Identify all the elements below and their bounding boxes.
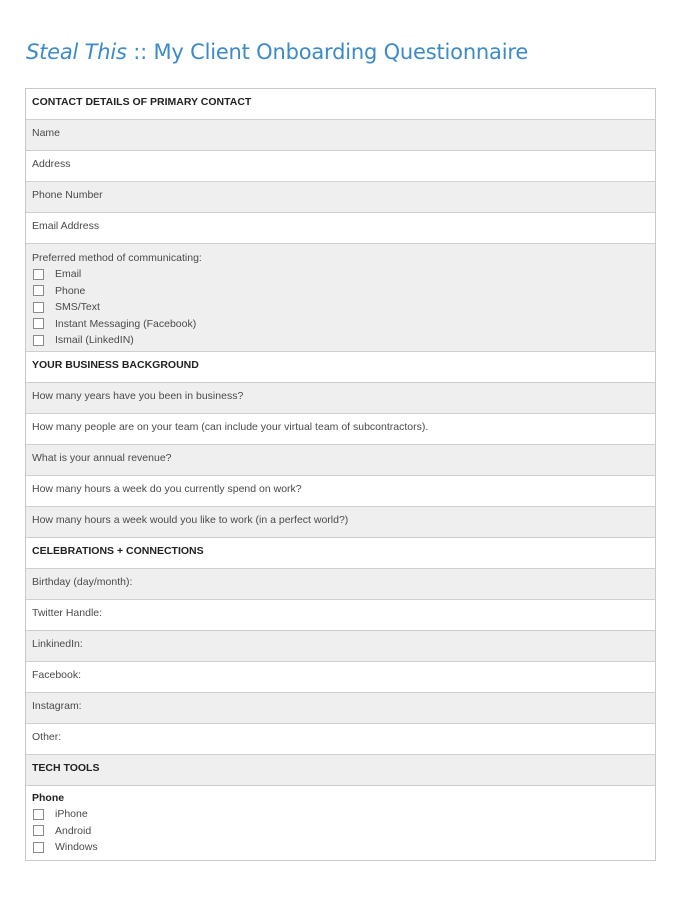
field-instagram[interactable]: Instagram: — [26, 693, 655, 724]
field-other[interactable]: Other: — [26, 724, 655, 755]
option-label: Ismail (LinkedIN) — [55, 334, 134, 347]
checkbox-icon[interactable] — [33, 335, 44, 346]
title-italic: Steal This — [26, 40, 127, 64]
option-label: Phone — [55, 284, 86, 297]
field-phone-type — [26, 786, 655, 860]
option-label: Android — [55, 824, 92, 837]
option-android[interactable] — [32, 823, 649, 840]
field-phone-number[interactable]: Phone Number — [26, 182, 655, 213]
field-years-in-business[interactable]: How many years have you been in business? — [26, 383, 655, 414]
option-email[interactable] — [32, 266, 649, 283]
checkbox-icon[interactable] — [33, 809, 44, 820]
section-heading-business: YOUR BUSINESS BACKGROUND — [26, 352, 655, 383]
field-facebook[interactable]: Facebook: — [26, 662, 655, 693]
option-iphone[interactable] — [32, 806, 649, 823]
option-label: Instant Messaging (Facebook) — [55, 317, 197, 330]
field-address[interactable]: Address — [26, 151, 655, 182]
checkbox-icon[interactable] — [33, 318, 44, 329]
checkbox-icon[interactable] — [33, 842, 44, 853]
option-label: SMS/Text — [55, 301, 100, 314]
questionnaire-form — [25, 88, 656, 861]
field-twitter[interactable]: Twitter Handle: — [26, 600, 655, 631]
option-label: iPhone — [55, 808, 88, 821]
checkbox-icon[interactable] — [33, 269, 44, 280]
field-linkedin[interactable]: LinkinedIn: — [26, 631, 655, 662]
field-name[interactable]: Name — [26, 120, 655, 151]
field-email-address[interactable]: Email Address — [26, 213, 655, 244]
field-annual-revenue[interactable]: What is your annual revenue? — [26, 445, 655, 476]
option-windows[interactable] — [32, 839, 649, 856]
checkbox-icon[interactable] — [33, 302, 44, 313]
option-label: Email — [55, 268, 82, 281]
option-linkedin[interactable] — [32, 332, 649, 349]
option-instant-messaging[interactable] — [32, 316, 649, 333]
section-heading-tech: TECH TOOLS — [26, 755, 655, 786]
preferred-communication-label: Preferred method of communicating: — [32, 252, 202, 264]
field-current-hours[interactable]: How many hours a week do you currently spend on work? — [26, 476, 655, 507]
option-label: Windows — [55, 841, 98, 854]
section-heading-celebrations: CELEBRATIONS + CONNECTIONS — [26, 538, 655, 569]
checkbox-icon[interactable] — [33, 825, 44, 836]
checkbox-icon[interactable] — [33, 285, 44, 296]
phone-type-label: Phone — [32, 792, 65, 804]
option-phone[interactable] — [32, 283, 649, 300]
field-birthday[interactable]: Birthday (day/month): — [26, 569, 655, 600]
field-preferred-communication — [26, 244, 655, 352]
title-rest: :: My Client Onboarding Questionnaire — [126, 40, 529, 64]
field-ideal-hours[interactable]: How many hours a week would you like to work (in a perfect world?) — [26, 507, 655, 538]
option-sms[interactable] — [32, 299, 649, 316]
page-title — [26, 40, 528, 64]
field-team-size[interactable]: How many people are on your team (can include your virtual team of subcontractors). — [26, 414, 655, 445]
section-heading-contact: CONTACT DETAILS OF PRIMARY CONTACT — [26, 89, 655, 120]
